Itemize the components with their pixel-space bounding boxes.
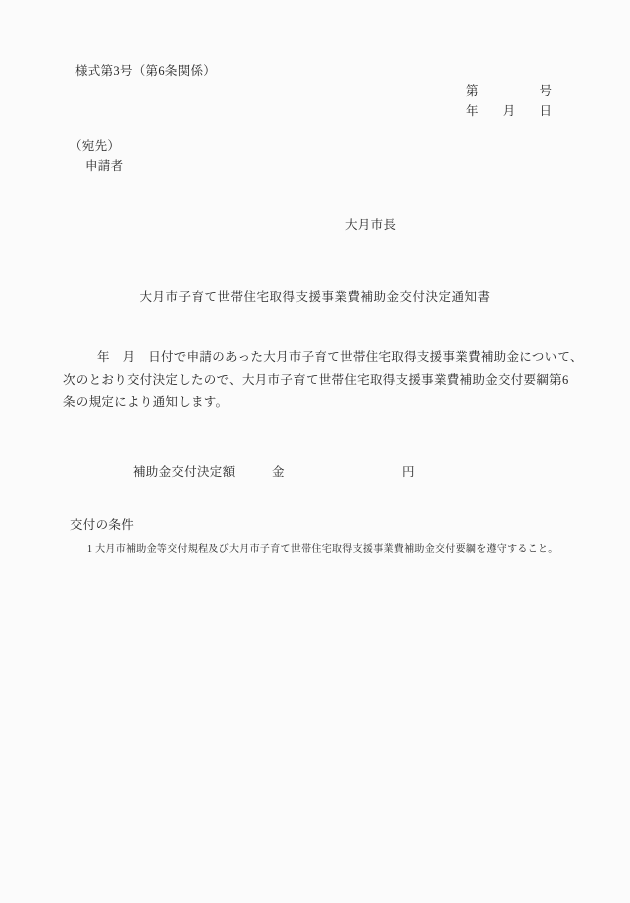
doc-number-suffix-label: 号: [539, 84, 552, 98]
doc-number-line: [466, 84, 552, 99]
document-title: 大月市子育て世帯住宅取得支援事業費補助金交付決定通知書: [139, 290, 491, 304]
date-line: [466, 104, 552, 119]
amount-currency-suffix: 円: [402, 465, 415, 479]
condition-item: 1 大月市補助金等交付規程及び大月市子育て世帯住宅取得支援事業費補助金交付要綱を遵守すること。: [87, 544, 559, 555]
form-number-label: 様式第3号（第6条関係）: [75, 64, 217, 78]
applicant-label: 申請者: [85, 159, 124, 173]
amount-label: 補助金交付決定額: [133, 465, 236, 479]
body-line: 条の規定により通知します。: [63, 395, 229, 409]
issuer-label: 大月市長: [345, 218, 397, 232]
amount-currency-prefix: 金: [272, 465, 285, 479]
doc-number-prefix-label: 第: [466, 84, 479, 98]
date-month-label: 月: [502, 104, 516, 118]
date-day-label: 日: [539, 104, 552, 118]
date-year-label: 年: [466, 104, 479, 118]
addressee-label: （宛先）: [69, 139, 121, 153]
body-line: 年 月 日付で申請のあった大月市子育て世帯住宅取得支援事業費補助金について、: [97, 350, 583, 364]
body-line: 次のとおり交付決定したので、大月市子育て世帯住宅取得支援事業費補助金交付要綱第6: [63, 373, 569, 387]
conditions-heading: 交付の条件: [70, 518, 135, 532]
